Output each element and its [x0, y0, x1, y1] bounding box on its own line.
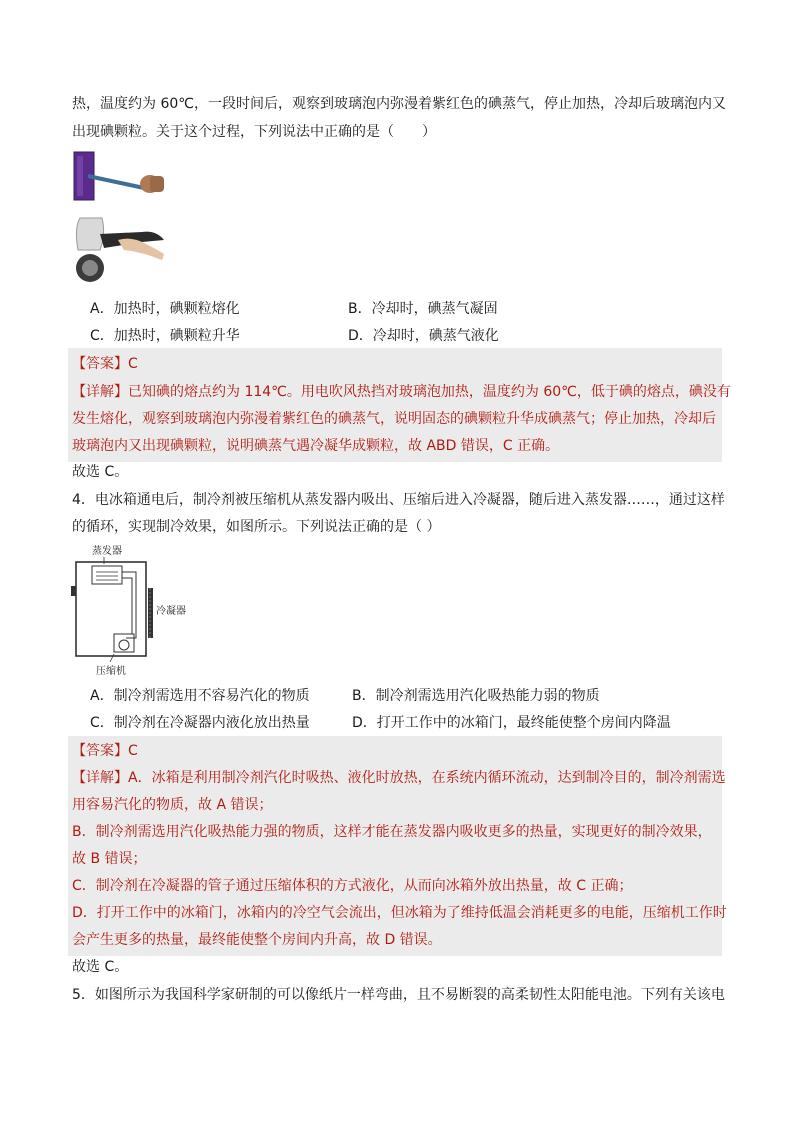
q3-answer — [72, 354, 138, 374]
q3-answer-value: C — [128, 356, 138, 372]
compressor-label: 压缩机 — [96, 666, 126, 677]
q4-detail-text-1: A．冰箱是利用制冷剂汽化时吸热、液化时放热，在系统内循环流动，达到制冷目的，制冷剂需选 — [128, 770, 726, 786]
q3-detail-text-1: 已知碘的熔点约为 114℃。用电吹风热挡对玻璃泡加热，温度约为 60℃，低于碘的熔点，碘没有 — [128, 384, 731, 400]
q3-figure — [72, 150, 168, 290]
q4-option-b: B．制冷剂需选用汽化吸热能力弱的物质 — [352, 688, 600, 704]
q4-detail-line-4: 故 B 错误； — [72, 851, 147, 867]
q4-option-a: A．制冷剂需选用不容易汽化的物质 — [90, 688, 310, 704]
q3-option-b: B．冷却时，碘蒸气凝固 — [348, 301, 498, 317]
q4-option-c: C．制冷剂在冷凝器内液化放出热量 — [90, 715, 310, 731]
q3-conclusion: 故选 C。 — [72, 464, 129, 480]
condenser-label: 冷凝器 — [156, 606, 186, 617]
q4-detail-line-2: 用容易汽化的物质，故 A 错误； — [72, 797, 273, 813]
q4-detail-line-3: B．制冷剂需选用汽化吸热能力强的物质，这样才能在蒸发器内吸收更多的热量，实现更好的制冷效果， — [72, 824, 712, 840]
q4-detail-tag: 【详解】 — [72, 770, 128, 786]
q3-stem-line-2: 出现碘颗粒。关于这个过程，下列说法中正确的是（ ） — [72, 124, 436, 140]
q5-stem-line-1: 5．如图所示为我国科学家研制的可以像纸片一样弯曲，且不易断裂的高柔韧性太阳能电池。下列有关该电 — [72, 987, 725, 1003]
q4-option-d: D．打开工作中的冰箱门，最终能使整个房间内降温 — [352, 715, 671, 731]
q3-detail-line-2: 发生熔化，观察到玻璃泡内弥漫着紫红色的碘蒸气，说明固态的碘颗粒升华成碘蒸气；停止加热，冷却后 — [72, 411, 716, 427]
q3-detail-line-1 — [72, 382, 731, 402]
q4-answer-value: C — [128, 743, 138, 759]
q4-fridge-diagram — [70, 542, 200, 682]
evaporator-label: 蒸发器 — [92, 546, 122, 557]
q4-answer — [72, 741, 138, 761]
q3-stem-line-1: 热，温度约为 60℃，一段时间后，观察到玻璃泡内弥漫着紫红色的碘蒸气，停止加热，冷却后玻璃泡内又 — [72, 96, 726, 112]
q4-stem-line-1: 4．电冰箱通电后，制冷剂被压缩机从蒸发器内吸出、压缩后进入冷凝器，随后进入蒸发器……，通过这样 — [72, 492, 725, 508]
q4-detail-line-7: 会产生更多的热量，最终能使整个房间内升高，故 D 错误。 — [72, 932, 442, 948]
q3-option-c: C．加热时，碘颗粒升华 — [90, 328, 240, 344]
q4-conclusion: 故选 C。 — [72, 959, 129, 975]
q3-answer-tag: 【答案】 — [72, 356, 128, 372]
q3-detail-tag: 【详解】 — [72, 384, 128, 400]
q4-detail-line-6: D．打开工作中的冰箱门，冰箱内的冷空气会流出，但冰箱为了维持低温会消耗更多的电能，压缩机工作时 — [72, 905, 727, 921]
q4-stem-line-2: 的循环，实现制冷效果，如图所示。下列说法正确的是（ ） — [72, 519, 441, 535]
q3-option-d: D．冷却时，碘蒸气液化 — [348, 328, 499, 344]
q4-detail-line-1 — [72, 768, 726, 788]
q3-detail-line-3: 玻璃泡内又出现碘颗粒，说明碘蒸气遇冷凝华成颗粒，故 ABD 错误，C 正确。 — [72, 438, 560, 454]
q3-option-a: A．加热时，碘颗粒熔化 — [90, 301, 240, 317]
q4-detail-line-5: C．制冷剂在冷凝器的管子通过压缩体积的方式液化，从而向冰箱外放出热量，故 C 正确； — [72, 878, 633, 894]
q4-answer-tag: 【答案】 — [72, 743, 128, 759]
